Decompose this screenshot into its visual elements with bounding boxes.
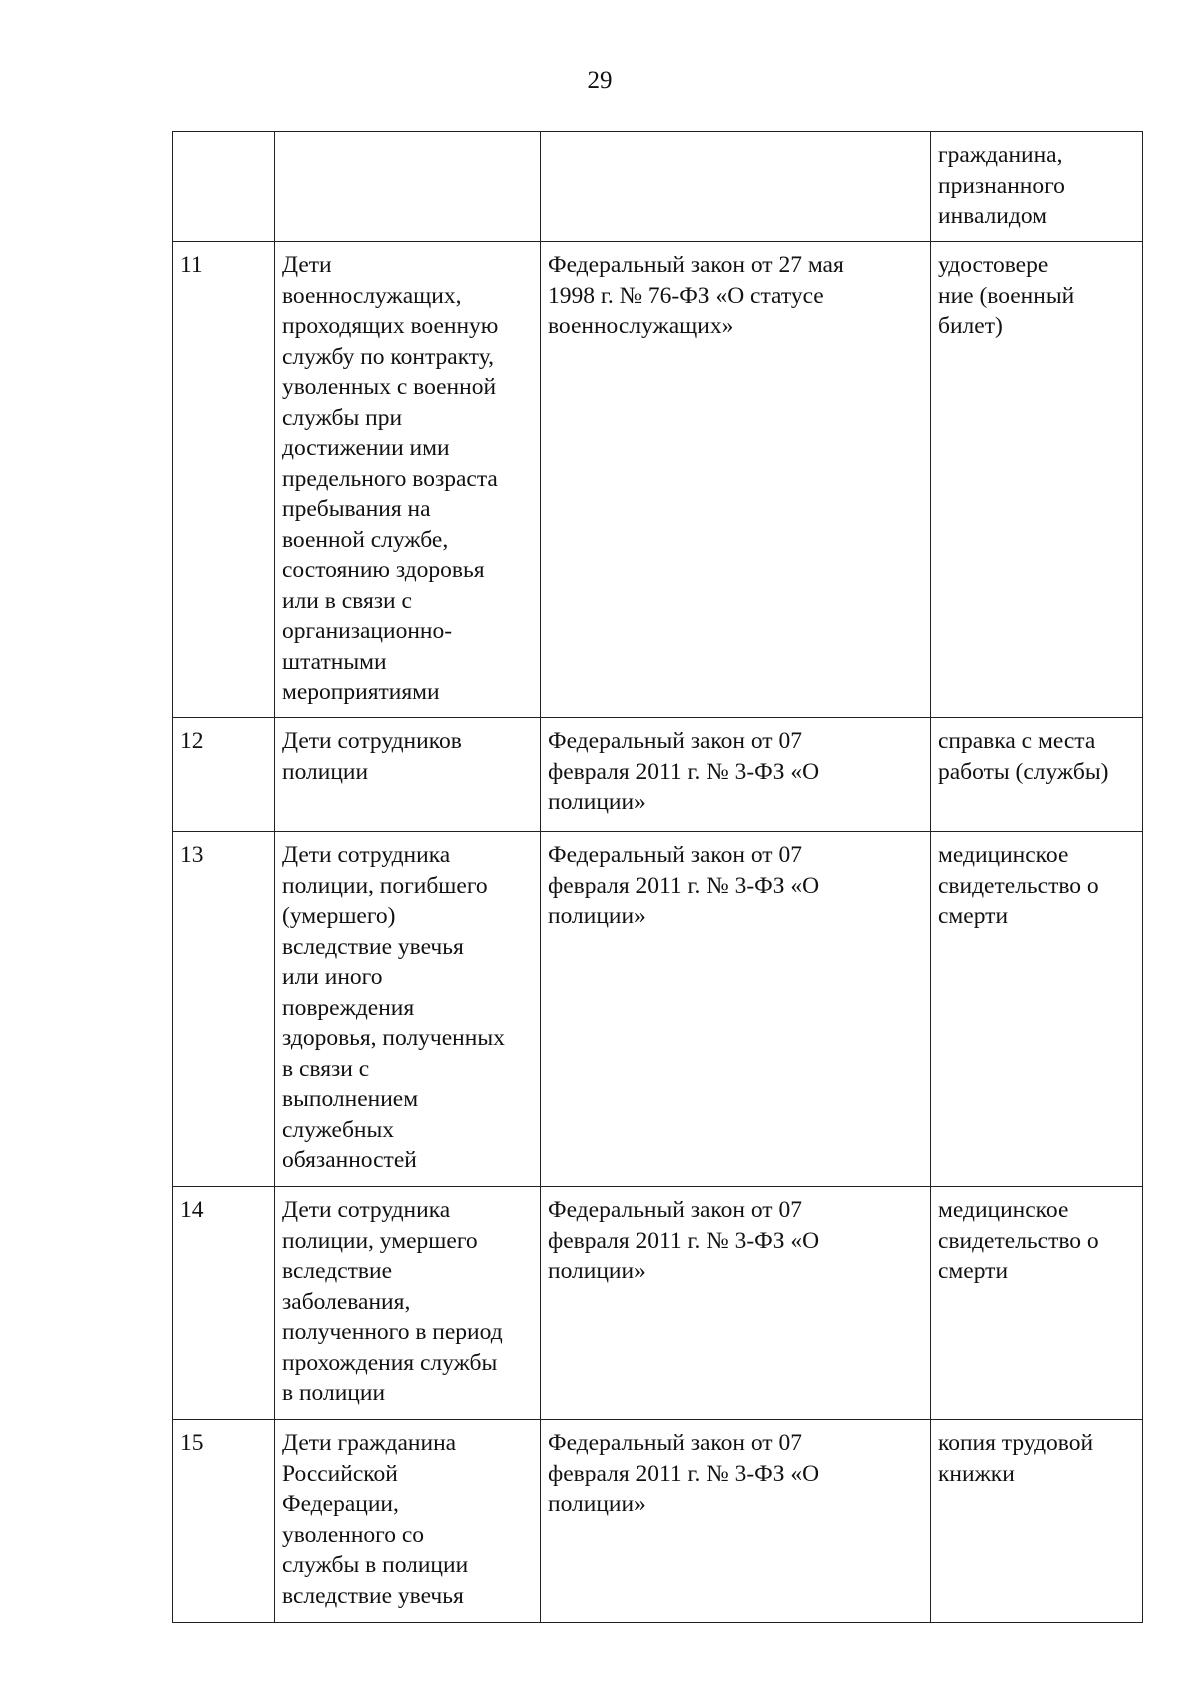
law-cell (541, 832, 931, 1187)
law-text: Федеральный закон от 27 мая 1998 г. № 76-ФЗ «О статусе военнослужащих» (548, 252, 844, 339)
law-cell (541, 1420, 931, 1623)
law-text: Федеральный закон от 07 февраля 2011 г. № 3-ФЗ «О полиции» (548, 1197, 820, 1284)
document-text: копия трудовой книжки (938, 1430, 1094, 1487)
document-cell (931, 132, 1143, 242)
document-cell (931, 718, 1143, 832)
row-number: 11 (180, 252, 203, 278)
document-text: удостовере ние (военный билет) (938, 252, 1075, 339)
row-number: 14 (180, 1197, 204, 1223)
table-row (173, 718, 1143, 832)
row-number-cell (173, 718, 275, 832)
category-text: Дети гражданина Российской Федерации, уволенного со службы в полиции вследствие увечья (282, 1430, 469, 1609)
table-row (173, 132, 1143, 242)
law-cell (541, 1187, 931, 1420)
law-cell (541, 718, 931, 832)
category-text: Дети сотрудника полиции, погибшего (умершего) вследствие увечья или иного повреждения здоровья, полученных в связи с выполнением служебных обязанностей (282, 842, 505, 1173)
document-cell (931, 832, 1143, 1187)
document-text: гражданина, признанного инвалидом (938, 142, 1065, 229)
category-text: Дети военнослужащих, проходящих военную службу по контракту, уволенных с военной службы при достижении ими предельного возраста пребывания на военной службе, состоянию здоровья или в связи с организационно- штатными мероприятиями (282, 252, 499, 705)
document-cell (931, 1187, 1143, 1420)
row-number-cell (173, 1420, 275, 1623)
table-row (173, 242, 1143, 718)
document-text: справка с места работы (службы) (938, 728, 1109, 785)
document-table (172, 131, 1143, 1623)
law-text: Федеральный закон от 07 февраля 2011 г. № 3-ФЗ «О полиции» (548, 1430, 820, 1517)
row-number-cell (173, 132, 275, 242)
row-number: 12 (180, 728, 204, 754)
law-text: Федеральный закон от 07 февраля 2011 г. № 3-ФЗ «О полиции» (548, 728, 820, 815)
category-cell (275, 132, 541, 242)
category-text: Дети сотрудников полиции (282, 728, 462, 785)
row-number-cell (173, 1187, 275, 1420)
row-number-cell (173, 832, 275, 1187)
document-text: медицинское свидетельство о смерти (938, 842, 1099, 929)
law-text: Федеральный закон от 07 февраля 2011 г. № 3-ФЗ «О полиции» (548, 842, 820, 929)
category-cell (275, 1187, 541, 1420)
row-number: 13 (180, 842, 204, 868)
category-text: Дети сотрудника полиции, умершего вследствие заболевания, полученного в период прохождения службы в полиции (282, 1197, 503, 1406)
law-cell (541, 242, 931, 718)
table-row (173, 1420, 1143, 1623)
law-cell (541, 132, 931, 242)
document-cell (931, 1420, 1143, 1623)
category-cell (275, 832, 541, 1187)
category-cell (275, 1420, 541, 1623)
category-cell (275, 242, 541, 718)
page-number: 29 (587, 67, 613, 94)
table-row (173, 1187, 1143, 1420)
table-row (173, 832, 1143, 1187)
category-cell (275, 718, 541, 832)
document-cell (931, 242, 1143, 718)
row-number: 15 (180, 1430, 204, 1456)
document-text: медицинское свидетельство о смерти (938, 1197, 1099, 1284)
row-number-cell (173, 242, 275, 718)
